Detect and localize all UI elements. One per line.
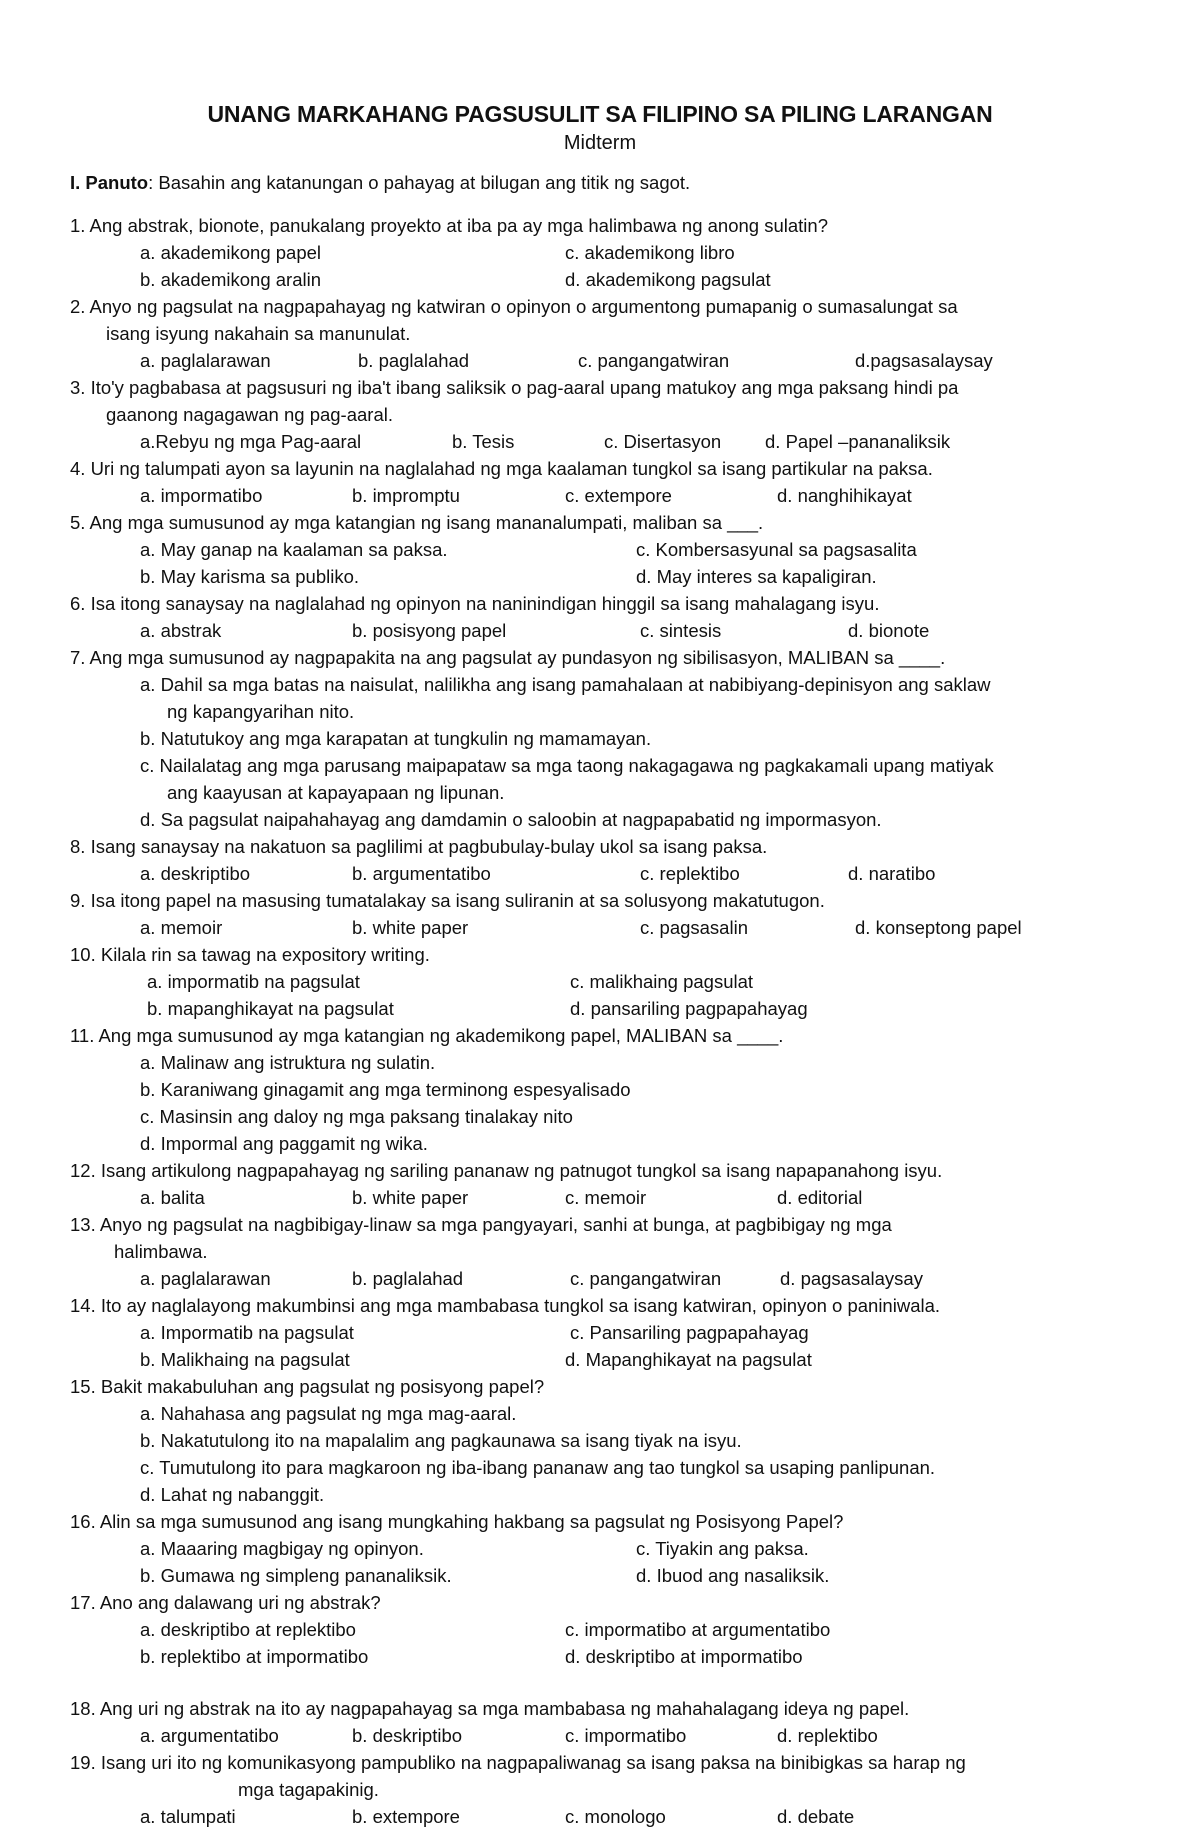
question-stem: halimbawa. (114, 1241, 208, 1262)
answer-choice[interactable]: a. memoir (140, 917, 223, 938)
answer-choice[interactable]: b. mapanghikayat na pagsulat (147, 998, 394, 1019)
answer-choice[interactable]: c. Pansariling pagpapahayag (570, 1322, 809, 1343)
answer-choice[interactable]: c. Tumutulong ito para magkaroon ng iba-ibang pananaw ang tao tungkol sa usaping panlipunan. (140, 1457, 936, 1478)
answer-choice[interactable]: c. pagsasalin (640, 917, 748, 938)
answer-choice[interactable]: b. Nakatutulong ito na mapalalim ang pagkaunawa sa isang tiyak na isyu. (140, 1430, 742, 1451)
answer-choice[interactable]: a. abstrak (140, 620, 222, 641)
answer-choice[interactable]: c. Masinsin ang daloy ng mga paksang tinalakay nito (140, 1106, 573, 1127)
question-stem: 4. Uri ng talumpati ayon sa layunin na naglalahad ng mga kaalaman tungkol sa isang partikular na paksa. (70, 458, 933, 479)
answer-choice[interactable]: b. paglalahad (352, 1268, 464, 1289)
question-stem: 10. Kilala rin sa tawag na expository writing. (70, 944, 430, 965)
answer-choice[interactable]: b. Natutukoy ang mga karapatan at tungkulin ng mamamayan. (140, 728, 652, 749)
answer-choice[interactable]: c. akademikong libro (565, 242, 735, 263)
answer-choice[interactable]: c. pangangatwiran (578, 350, 730, 371)
answer-choice[interactable]: c. malikhaing pagsulat (570, 971, 754, 992)
answer-choice[interactable]: c. Nailalatag ang mga parusang maipapataw sa mga taong nakagagawa ng pagkakamali upang matiyak (140, 755, 994, 776)
answer-choice[interactable]: a. Nahahasa ang pagsulat ng mga mag-aaral. (140, 1403, 517, 1424)
answer-choice[interactable]: b. argumentatibo (352, 863, 491, 884)
answer-choice[interactable]: b. Gumawa ng simpleng pananaliksik. (140, 1565, 452, 1586)
question-stem: 9. Isa itong papel na masusing tumatalakay sa isang suliranin at sa solusyong makatutugon. (70, 890, 825, 911)
answer-choice[interactable]: d. Mapanghikayat na pagsulat (565, 1349, 812, 1370)
answer-choice[interactable]: a. Dahil sa mga batas na naisulat, nalilikha ang isang pamahalaan at nabibiyang-depinisyon ang saklaw (140, 674, 991, 695)
question-stem: 14. Ito ay naglalayong makumbinsi ang mga mambabasa tungkol sa isang katwiran, opinyon o paniniwala. (70, 1295, 941, 1316)
question-stem: 2. Anyo ng pagsulat na nagpapahayag ng katwiran o opinyon o argumentong pumapanig o sumasalungat sa (70, 296, 958, 317)
question-stem: 18. Ang uri ng abstrak na ito ay nagpapahayag sa mga mambabasa ng mahahalagang ideya ng papel. (70, 1698, 910, 1719)
answer-choice[interactable]: b. deskriptibo (352, 1725, 463, 1746)
answer-choice[interactable]: d. nanghihikayat (777, 485, 912, 506)
question-stem: 19. Isang uri ito ng komunikasyong pampubliko na nagpapaliwanag sa isang paksa na binibigkas sa harap ng (70, 1752, 966, 1773)
answer-choice[interactable]: b. replektibo at impormatibo (140, 1646, 369, 1667)
answer-choice[interactable]: a. impormatib na pagsulat (147, 971, 360, 992)
answer-choice[interactable]: d. deskriptibo at impormatibo (565, 1646, 803, 1667)
answer-choice[interactable]: c. memoir (565, 1187, 647, 1208)
answer-choice[interactable]: d. konseptong papel (855, 917, 1022, 938)
answer-choice[interactable]: a. deskriptibo at replektibo (140, 1619, 356, 1640)
answer-choice[interactable]: b. extempore (352, 1806, 460, 1827)
answer-choice[interactable]: b. impromptu (352, 485, 460, 506)
answer-choice[interactable]: a. May ganap na kaalaman sa paksa. (140, 539, 448, 560)
answer-choice[interactable]: b. May karisma sa publiko. (140, 566, 360, 587)
answer-choice[interactable]: d. Impormal ang paggamit ng wika. (140, 1133, 428, 1154)
answer-choice[interactable]: d. May interes sa kapaligiran. (636, 566, 877, 587)
answer-choice[interactable]: d. naratibo (848, 863, 936, 884)
exam-subtitle: Midterm (563, 132, 637, 154)
answer-choice[interactable]: a. paglalarawan (140, 1268, 271, 1289)
answer-choice[interactable]: c. pangangatwiran (570, 1268, 722, 1289)
answer-choice[interactable]: b. Malikhaing na pagsulat (140, 1349, 350, 1370)
question-stem: gaanong nagagawan ng pag-aaral. (106, 404, 393, 425)
answer-choice[interactable]: c. monologo (565, 1806, 666, 1827)
question-stem: 15. Bakit makabuluhan ang pagsulat ng posisyong papel? (70, 1376, 545, 1397)
answer-choice[interactable]: a.Rebyu ng mga Pag-aaral (140, 431, 362, 452)
answer-choice[interactable]: b. posisyong papel (352, 620, 507, 641)
answer-choice[interactable]: d. Lahat ng nabanggit. (140, 1484, 325, 1505)
answer-choice[interactable]: d. bionote (848, 620, 930, 641)
answer-choice[interactable]: c. Disertasyon (604, 431, 722, 452)
question-stem: 16. Alin sa mga sumusunod ang isang mungkahing hakbang sa pagsulat ng Posisyong Papel? (70, 1511, 844, 1532)
answer-choice[interactable]: a. akademikong papel (140, 242, 322, 263)
question-stem: 12. Isang artikulong nagpapahayag ng sariling pananaw ng patnugot tungkol sa isang napapanahong isyu. (70, 1160, 943, 1181)
answer-choice[interactable]: d. Sa pagsulat naipahahayag ang damdamin o saloobin at nagpapabatid ng impormasyon. (140, 809, 882, 830)
answer-choice[interactable]: b. akademikong aralin (140, 269, 321, 290)
answer-choice[interactable]: a. argumentatibo (140, 1725, 279, 1746)
question-stem: 13. Anyo ng pagsulat na nagbibigay-linaw sa mga pangyayari, sanhi at bunga, at pagbibigay ng mga (70, 1214, 892, 1235)
answer-choice[interactable]: a. deskriptibo (140, 863, 251, 884)
answer-choice-continued[interactable]: ang kaayusan at kapayapaan ng lipunan. (167, 782, 505, 803)
question-stem: isang isyung nakahain sa manunulat. (106, 323, 411, 344)
answer-choice[interactable]: b. white paper (352, 1187, 469, 1208)
exam-title: UNANG MARKAHANG PAGSUSULIT SA FILIPINO SA PILING LARANGAN (207, 101, 993, 127)
question-stem: 5. Ang mga sumusunod ay mga katangian ng isang mananalumpati, maliban sa ___. (70, 512, 764, 533)
answer-choice[interactable]: d. replektibo (777, 1725, 878, 1746)
answer-choice[interactable]: d.pagsasalaysay (855, 350, 993, 371)
answer-choice[interactable]: d. pansariling pagpapahayag (570, 998, 808, 1019)
answer-choice[interactable]: b. Tesis (452, 431, 515, 452)
instructions-text: : Basahin ang katanungan o pahayag at bilugan ang titik ng sagot. (148, 172, 691, 193)
answer-choice[interactable]: c. impormatibo at argumentatibo (565, 1619, 831, 1640)
answer-choice[interactable]: d. editorial (777, 1187, 863, 1208)
answer-choice[interactable]: a. balita (140, 1187, 205, 1208)
answer-choice[interactable]: a. talumpati (140, 1806, 236, 1827)
answer-choice[interactable]: b. Karaniwang ginagamit ang mga terminong espesyalisado (140, 1079, 631, 1100)
question-stem: 17. Ano ang dalawang uri ng abstrak? (70, 1592, 381, 1613)
answer-choice[interactable]: d. Papel –pananaliksik (765, 431, 951, 452)
question-stem: 11. Ang mga sumusunod ay mga katangian ng akademikong papel, MALIBAN sa ____. (70, 1025, 784, 1046)
answer-choice[interactable]: d. Ibuod ang nasaliksik. (636, 1565, 830, 1586)
question-stem: 1. Ang abstrak, bionote, panukalang proyekto at iba pa ay mga halimbawa ng anong sulatin? (70, 215, 828, 236)
answer-choice[interactable]: b. white paper (352, 917, 469, 938)
instructions-label: I. Panuto (70, 172, 149, 193)
instructions (70, 172, 690, 194)
answer-choice[interactable]: c. extempore (565, 485, 672, 506)
question-stem: 6. Isa itong sanaysay na naglalahad ng opinyon na naninindigan hinggil sa isang mahalagang isyu. (70, 593, 880, 614)
question-stem: 3. Ito'y pagbabasa at pagsusuri ng iba't ibang saliksik o pag-aaral upang matukoy ang mga paksang hindi pa (70, 377, 959, 398)
answer-choice[interactable]: a. impormatibo (140, 485, 263, 506)
answer-choice[interactable]: c. sintesis (640, 620, 722, 641)
answer-choice[interactable]: a. Malinaw ang istruktura ng sulatin. (140, 1052, 436, 1073)
answer-choice[interactable]: b. paglalahad (358, 350, 470, 371)
answer-choice[interactable]: c. impormatibo (565, 1725, 687, 1746)
question-stem: mga tagapakinig. (238, 1779, 379, 1800)
answer-choice[interactable]: a. Impormatib na pagsulat (140, 1322, 354, 1343)
answer-choice[interactable]: c. replektibo (640, 863, 740, 884)
answer-choice-continued[interactable]: ng kapangyarihan nito. (167, 701, 355, 722)
answer-choice[interactable]: c. Kombersasyunal sa pagsasalita (636, 539, 917, 560)
question-stem: 7. Ang mga sumusunod ay nagpapakita na ang pagsulat ay pundasyon ng sibilisasyon, MALIBAN sa ____. (70, 647, 946, 668)
answer-choice[interactable]: d. debate (777, 1806, 855, 1827)
answer-choice[interactable]: a. Maaaring magbigay ng opinyon. (140, 1538, 424, 1559)
question-stem: 8. Isang sanaysay na nakatuon sa paglilimi at pagbubulay-bulay ukol sa isang paksa. (70, 836, 768, 857)
answer-choice[interactable]: d. pagsasalaysay (780, 1268, 923, 1289)
answer-choice[interactable]: c. Tiyakin ang paksa. (636, 1538, 809, 1559)
answer-choice[interactable]: d. akademikong pagsulat (565, 269, 771, 290)
answer-choice[interactable]: a. paglalarawan (140, 350, 271, 371)
